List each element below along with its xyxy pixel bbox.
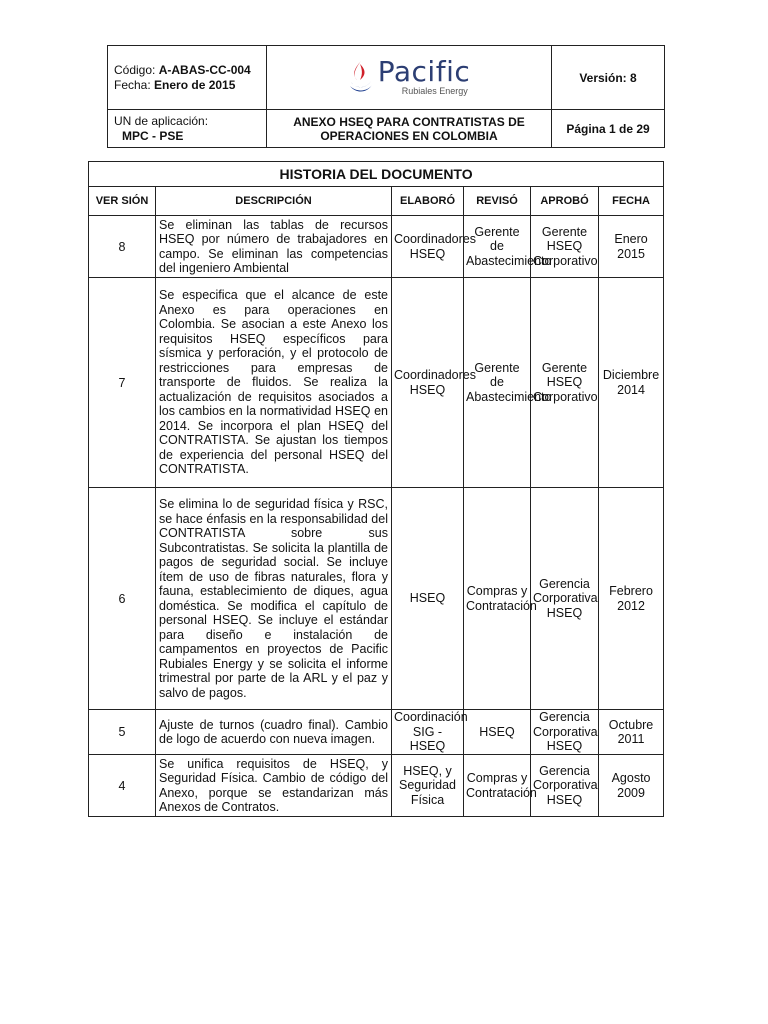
row-elaboro: Coordinación SIG - HSEQ <box>392 710 464 755</box>
row-fecha: Octubre 2011 <box>599 710 664 755</box>
column-header-version: VER SIÓN <box>89 187 156 216</box>
column-header-fecha: FECHA <box>599 187 664 216</box>
column-header-elaboro: ELABORÓ <box>392 187 464 216</box>
row-fecha: Febrero 2012 <box>599 488 664 710</box>
date-label: Fecha: <box>114 77 155 92</box>
un-cell <box>108 110 267 148</box>
row-aprobo: Gerencia Corporativa HSEQ <box>531 755 599 817</box>
row-reviso: Gerente de Abastecimiento <box>464 216 531 278</box>
row-fecha: Diciembre 2014 <box>599 278 664 488</box>
row-reviso: Compras y Contratación <box>464 488 531 710</box>
row-reviso: Compras y Contratación <box>464 755 531 817</box>
table-row <box>89 216 664 278</box>
history-table <box>88 161 664 817</box>
row-description: Se elimina lo de seguridad física y RSC, se hace énfasis en la responsabilidad del CONTRATISTA sobre sus Subcontratistas. Se solicita la plantilla de pagos de seguridad social. Se incluye ítem de uso de fibras naturales, flora y fauna, establecimiento de diques, agua doméstica. Se modifica el capítulo de personal HSEQ. Se incluye el estándar para diseño e instalación de campamentos en proyectos de Pacific Rubiales Energy y se solicita el informe trimestral por parte de la ARL y el paz y salvo de pagos. <box>156 488 392 710</box>
row-description: Ajuste de turnos (cuadro final). Cambio de logo de acuerdo con nueva imagen. <box>156 710 392 755</box>
row-aprobo: Gerente HSEQ Corporativo <box>531 216 599 278</box>
version-cell: Versión: 8 <box>552 46 665 110</box>
row-version: 6 <box>89 488 156 710</box>
row-reviso: Gerente de Abastecimiento <box>464 278 531 488</box>
row-description: Se unifica requisitos de HSEQ, y Seguridad Física. Cambio de código del Anexo, porque se estandarizan más Anexos de Contratos. <box>156 755 392 817</box>
page-number: Página 1 de 29 <box>552 110 665 148</box>
document-title: ANEXO HSEQ PARA CONTRATISTAS DE OPERACIONES EN COLOMBIA <box>267 110 552 148</box>
code-value: A-ABAS-CC-004 <box>158 62 251 77</box>
table-row <box>89 755 664 817</box>
table-row <box>89 488 664 710</box>
row-version: 8 <box>89 216 156 278</box>
code-date-cell <box>108 46 267 110</box>
row-version: 4 <box>89 755 156 817</box>
row-description: Se especifica que el alcance de este Anexo es para operaciones en Colombia. Se asocian a este Anexo los requisitos HSEQ específicos para sísmica y perforación, y el protocolo de restricciones para empresas de transporte de fluidos. Se realiza la actualización de requisitos asociados a los cambios en la normatividad HSEQ en 2014. Se incorpora el plan HSEQ del CONTRATISTA. Se ajustan los tiempos de experiencia del personal HSEQ del CONTRATISTA. <box>156 278 392 488</box>
row-reviso: HSEQ <box>464 710 531 755</box>
logo-cell <box>267 46 552 110</box>
column-header-aprobo: APROBÓ <box>531 187 599 216</box>
logo-subtitle: Rubiales Energy <box>401 86 468 96</box>
logo-wordmark: Pacific <box>377 55 471 88</box>
company-logo <box>348 55 471 96</box>
un-label: UN de aplicación: <box>114 113 209 128</box>
code-label: Código: <box>114 62 159 77</box>
row-version: 7 <box>89 278 156 488</box>
row-fecha: Enero 2015 <box>599 216 664 278</box>
un-value: MPC - PSE <box>122 128 184 143</box>
row-elaboro: Coordinadores HSEQ <box>392 278 464 488</box>
document-header <box>107 45 665 148</box>
flame-icon <box>348 60 374 94</box>
column-header-description: DESCRIPCIÓN <box>156 187 392 216</box>
row-version: 5 <box>89 710 156 755</box>
history-title: HISTORIA DEL DOCUMENTO <box>89 162 664 187</box>
row-fecha: Agosto 2009 <box>599 755 664 817</box>
row-description: Se eliminan las tablas de recursos HSEQ por número de trabajadores en campo. Se eliminan las competencias del ingeniero Ambiental <box>156 216 392 278</box>
date-value: Enero de 2015 <box>154 77 236 92</box>
row-aprobo: Gerencia Corporativa HSEQ <box>531 488 599 710</box>
table-row <box>89 710 664 755</box>
row-elaboro: HSEQ <box>392 488 464 710</box>
row-aprobo: Gerencia Corporativa HSEQ <box>531 710 599 755</box>
row-elaboro: Coordinadores HSEQ <box>392 216 464 278</box>
row-aprobo: Gerente HSEQ Corporativo <box>531 278 599 488</box>
row-elaboro: HSEQ, y Seguridad Física <box>392 755 464 817</box>
table-row <box>89 278 664 488</box>
column-header-reviso: REVISÓ <box>464 187 531 216</box>
